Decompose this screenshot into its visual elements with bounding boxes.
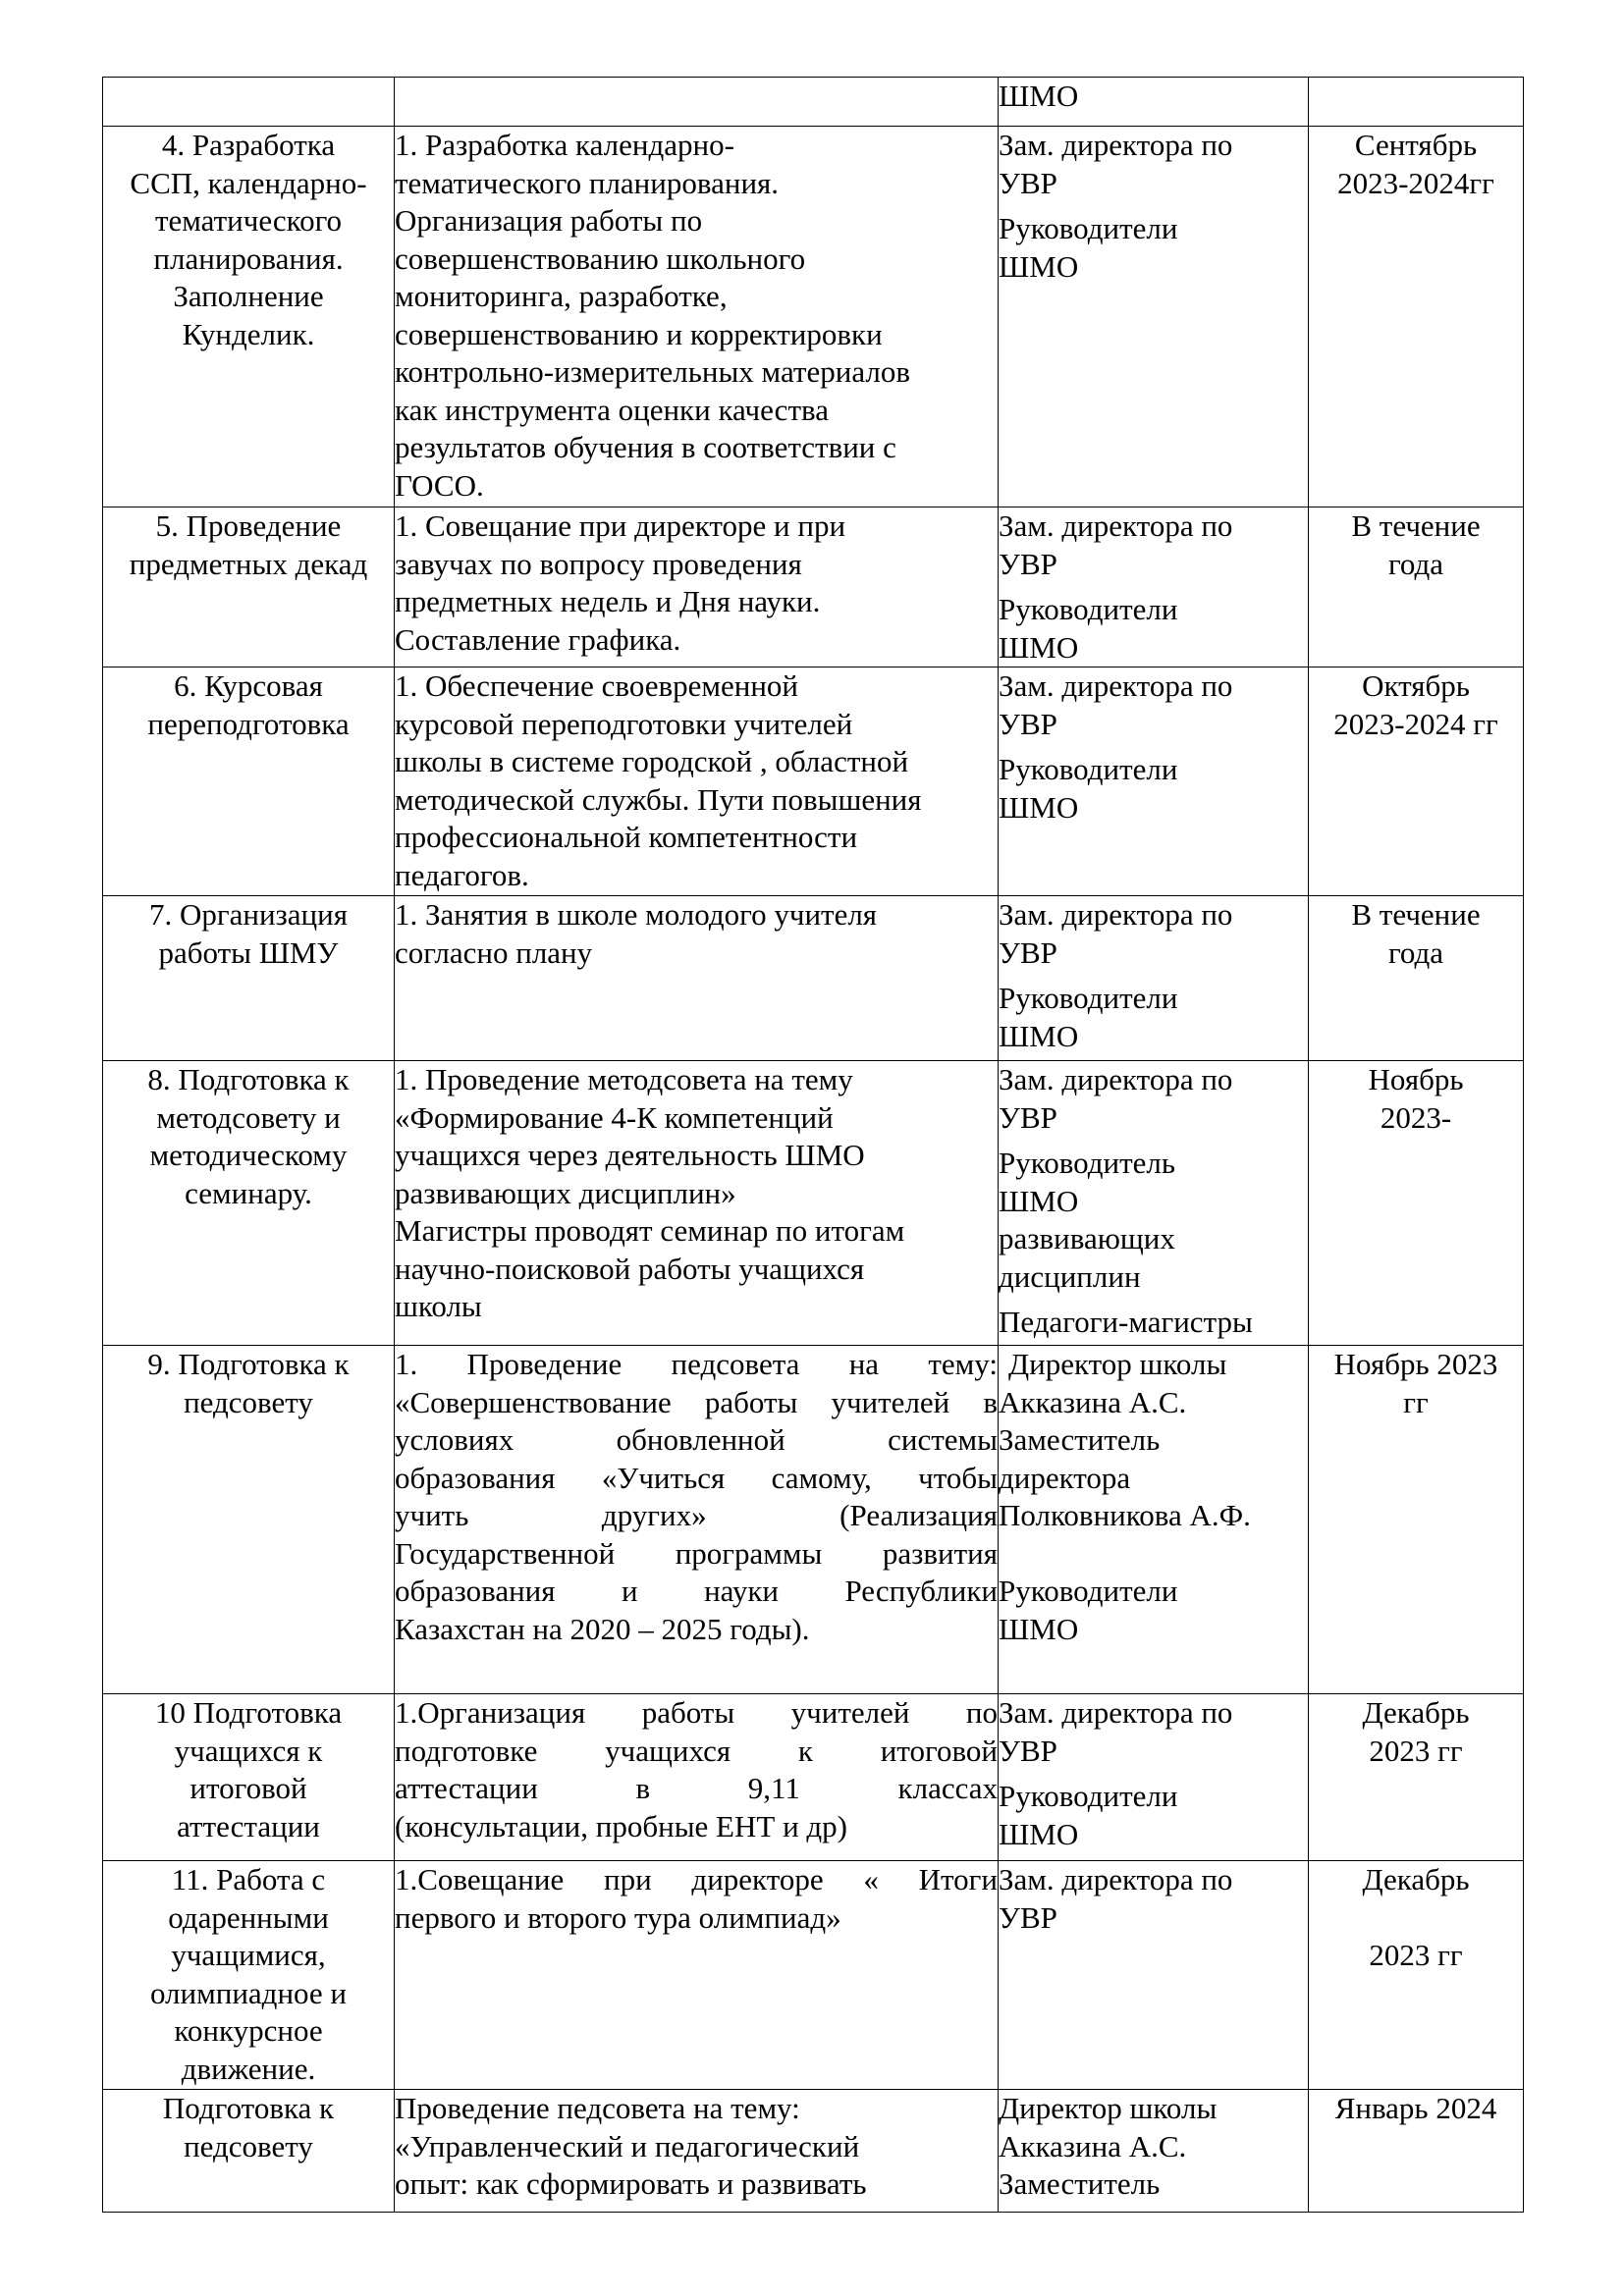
activity-line: условиях обновленной системы [395, 1422, 998, 1457]
activity-line: курсовой переподготовки учителей [395, 706, 853, 741]
direction-line: 11. Работа с [171, 1862, 326, 1896]
table-row [103, 507, 1524, 667]
activity-line: 1. Занятия в школе молодого учителя [395, 897, 878, 932]
activity-line: 1. Проведение педсовета на тему: [395, 1347, 998, 1381]
activity-line: развивающих дисциплин» [395, 1175, 736, 1210]
term-line: гг [1403, 1384, 1429, 1419]
term-line: 2023- [1380, 1099, 1452, 1135]
direction-line: 5. Проведение [155, 508, 342, 543]
activity-line: «Формирование 4-К компетенций [395, 1099, 834, 1135]
direction-line: 10 Подготовка [154, 1695, 343, 1730]
responsible-line: Зам. директора по [999, 1062, 1233, 1096]
responsible-line: УВР [999, 546, 1057, 581]
activity-line: согласно плану [395, 934, 593, 970]
direction-line: одаренными [168, 1899, 329, 1935]
responsible-line: Зам. директора по [999, 1695, 1233, 1730]
direction-line: 8. Подготовка к [147, 1062, 350, 1096]
responsible-line: Зам. директора по [999, 508, 1233, 543]
plan-table-body [103, 78, 1524, 2213]
activity-line: научно-поисковой работы учащихся [395, 1251, 865, 1286]
term-line: Октябрь [1362, 668, 1470, 703]
direction-cell [103, 896, 395, 1061]
activity-line: завучах по вопросу проведения [395, 546, 802, 581]
responsible-line: Руководители [999, 211, 1178, 245]
responsible-line: Зам. директора по [999, 897, 1233, 932]
responsible-cell [999, 667, 1309, 896]
term-line: В течение [1351, 508, 1481, 543]
activity-line: Государственной программы развития [395, 1535, 998, 1571]
responsible-line: Руководители [999, 981, 1178, 1015]
term-line: Ноябрь [1368, 1062, 1464, 1096]
responsible-line: Зам. директора по [999, 128, 1233, 162]
activity-line: образования и науки Республики [395, 1574, 998, 1608]
direction-line: учащимися, [171, 1938, 326, 1972]
direction-cell [103, 1061, 395, 1346]
term-cell [1309, 1694, 1524, 1861]
responsible-line: дисциплин [999, 1258, 1141, 1294]
activity-line: 1. Проведение методсовета на тему [395, 1062, 853, 1096]
term-line: 2023 гг [1369, 1733, 1463, 1768]
term-cell [1309, 507, 1524, 667]
table-row [103, 1346, 1524, 1694]
activity-cell [395, 507, 999, 667]
responsible-line: УВР [999, 1733, 1057, 1768]
activity-cell [395, 896, 999, 1061]
direction-line: семинару. [185, 1175, 312, 1210]
direction-line: конкурсное [174, 2013, 323, 2048]
responsible-cell [999, 78, 1309, 127]
term-line: Сентябрь [1354, 128, 1478, 162]
table-row [103, 2090, 1524, 2213]
responsible-cell [999, 1061, 1309, 1346]
responsible-cell [999, 1694, 1309, 1861]
line-gap [999, 1137, 1308, 1145]
responsible-cell [999, 1346, 1309, 1694]
direction-line: предметных декад [129, 546, 368, 581]
term-cell [1309, 78, 1524, 127]
responsible-cell [999, 2090, 1309, 2213]
term-cell [1309, 896, 1524, 1061]
responsible-line: Полковникова А.Ф. [999, 1498, 1251, 1532]
table-row [103, 1694, 1524, 1861]
direction-line: итоговой [189, 1771, 307, 1805]
direction-line: движение. [181, 2051, 316, 2086]
direction-line: 9. Подготовка к [147, 1347, 350, 1381]
activity-cell [395, 1346, 999, 1694]
direction-cell [103, 1861, 395, 2090]
activity-cell [395, 1694, 999, 1861]
responsible-line: Педагоги-магистры [999, 1305, 1253, 1339]
responsible-cell [999, 896, 1309, 1061]
activity-cell [395, 1861, 999, 2090]
term-cell [1309, 127, 1524, 507]
activity-line: как инструмента оценки качества [395, 392, 829, 427]
term-line: 2023-2024 гг [1333, 706, 1498, 741]
direction-line: переподготовка [147, 706, 350, 741]
activity-line: тематического планирования. [395, 165, 780, 200]
term-line: Декабрь [1362, 1862, 1470, 1896]
term-cell [1309, 1061, 1524, 1346]
activity-line: «Управленческий и педагогический [395, 2128, 860, 2163]
activity-line: Казахстан на 2020 – 2025 годы). [395, 1611, 810, 1646]
responsible-line: Акказина А.С. [999, 1384, 1187, 1419]
activity-line: совершенствованию и корректировки [395, 316, 883, 351]
activity-line: совершенствованию школьного [395, 240, 806, 276]
term-line: Декабрь [1362, 1695, 1470, 1730]
responsible-line: Зам. директора по [999, 668, 1233, 703]
responsible-cell [999, 127, 1309, 507]
responsible-line: Руководители [999, 752, 1178, 786]
responsible-line: УВР [999, 934, 1057, 970]
direction-line: ССП, календарно- [130, 165, 367, 200]
direction-cell [103, 1694, 395, 1861]
line-gap [999, 743, 1308, 751]
table-row [103, 667, 1524, 896]
activity-cell [395, 1061, 999, 1346]
responsible-line: Руководители [999, 1779, 1178, 1813]
direction-line: олимпиадное и [149, 1975, 348, 2010]
responsible-line: УВР [999, 165, 1057, 200]
activity-line: Проведение педсовета на тему: [395, 2091, 800, 2125]
term-cell [1309, 1861, 1524, 2090]
direction-line: планирования. [153, 240, 344, 276]
activity-line: предметных недель и Дня науки. [395, 584, 821, 618]
activity-line: 1.Организация работы учителей по [395, 1695, 998, 1730]
responsible-line: УВР [999, 1899, 1057, 1935]
direction-line: 4. Разработка [161, 128, 336, 162]
line-gap [999, 1296, 1308, 1304]
activity-line: подготовке учащихся к итоговой [395, 1733, 998, 1768]
direction-line: учащихся к [174, 1733, 323, 1768]
activity-cell [395, 127, 999, 507]
direction-line: аттестации [177, 1808, 320, 1843]
activity-line: Составление графика. [395, 621, 681, 657]
term-line: Ноябрь 2023 [1333, 1347, 1498, 1381]
activity-line: «Совершенствование работы учителей в [395, 1384, 998, 1419]
direction-line: методическому [149, 1138, 348, 1172]
responsible-line: Зам. директора по [999, 1862, 1233, 1896]
activity-line: учить других» (Реализация [395, 1498, 998, 1532]
direction-cell [103, 78, 395, 127]
table-row [103, 1061, 1524, 1346]
direction-line: методсовету и [156, 1099, 341, 1135]
activity-line: 1. Разработка календарно- [395, 128, 734, 162]
responsible-line [999, 1535, 1308, 1574]
activity-line: школы [395, 1289, 482, 1323]
activity-line: мониторинга, разработке, [395, 279, 728, 313]
responsible-line: ШМО [999, 1183, 1079, 1218]
responsible-line: ШМО [999, 79, 1079, 113]
plan-table [102, 77, 1524, 2213]
responsible-line: Руководители [999, 1574, 1178, 1608]
term-cell [1309, 1346, 1524, 1694]
activity-line: контрольно-измерительных материалов [395, 354, 910, 389]
activity-cell [395, 667, 999, 896]
activity-line: (консультации, пробные ЕНТ и др) [395, 1808, 848, 1843]
activity-cell [395, 2090, 999, 2213]
direction-cell [103, 1346, 395, 1694]
table-row [103, 896, 1524, 1061]
responsible-cell [999, 1861, 1309, 2090]
line-gap [999, 202, 1308, 210]
responsible-line: Директор школы [999, 2091, 1218, 2125]
term-cell [1309, 667, 1524, 896]
direction-line: 7. Организация [149, 897, 348, 932]
responsible-line: ШМО [999, 1816, 1079, 1851]
responsible-line: Акказина А.С. [999, 2128, 1187, 2163]
responsible-line: УВР [999, 706, 1057, 741]
line-gap [999, 972, 1308, 980]
responsible-line: Руководители [999, 592, 1178, 626]
direction-line: работы ШМУ [158, 934, 339, 970]
responsible-line: ШМО [999, 629, 1079, 665]
activity-line: образования «Учиться самому, чтобы [395, 1460, 998, 1495]
responsible-line: ШМО [999, 248, 1079, 284]
responsible-cell [999, 507, 1309, 667]
responsible-line: УВР [999, 1099, 1057, 1135]
activity-line: 1. Обеспечение своевременной [395, 668, 799, 703]
direction-line: педсовету [184, 1384, 313, 1419]
direction-cell [103, 2090, 395, 2213]
activity-line: 1. Совещание при директоре и при [395, 508, 846, 543]
table-row [103, 78, 1524, 127]
table-row [103, 127, 1524, 507]
activity-line: педагогов. [395, 857, 529, 892]
direction-line: тематического [154, 203, 343, 238]
line-gap [999, 583, 1308, 591]
direction-line: Кунделик. [182, 316, 315, 351]
direction-cell [103, 127, 395, 507]
line-gap [999, 1770, 1308, 1778]
table-row [103, 1861, 1524, 2090]
term-line: 2023-2024гг [1337, 165, 1494, 200]
activity-cell [395, 78, 999, 127]
responsible-line: Заместитель [999, 1422, 1161, 1457]
term-line: В течение [1351, 897, 1481, 932]
responsible-line: Руководитель [999, 1146, 1176, 1180]
responsible-line: директора [999, 1460, 1131, 1495]
term-line: Январь 2024 [1334, 2091, 1497, 2125]
responsible-line: ШМО [999, 1611, 1079, 1646]
term-line: года [1387, 546, 1444, 581]
responsible-line: Директор школы [1008, 1347, 1227, 1381]
activity-line: методической службы. Пути повышения [395, 781, 922, 817]
responsible-line: ШМО [999, 789, 1079, 825]
activity-line: профессиональной компетентности [395, 820, 858, 854]
direction-cell [103, 667, 395, 896]
term-line: года [1387, 934, 1444, 970]
direction-cell [103, 507, 395, 667]
direction-line: педсовету [184, 2128, 313, 2163]
activity-line: Организация работы по [395, 203, 703, 238]
term-line: 2023 гг [1369, 1938, 1463, 1972]
responsible-line: развивающих [999, 1221, 1175, 1255]
activity-line: 1.Совещание при директоре « Итоги [395, 1862, 998, 1896]
activity-line: опыт: как сформировать и развивать [395, 2166, 867, 2201]
activity-line: ГОСО. [395, 467, 484, 503]
activity-line: аттестации в 9,11 классах [395, 1771, 998, 1805]
activity-line: учащихся через деятельность ШМО [395, 1138, 865, 1172]
activity-line: школы в системе городской , областной [395, 744, 909, 778]
activity-line: первого и второго тура олимпиад» [395, 1899, 841, 1935]
direction-line: Заполнение [173, 279, 324, 313]
direction-line: Подготовка к [162, 2091, 335, 2125]
term-cell [1309, 2090, 1524, 2213]
responsible-line: Заместитель [999, 2166, 1161, 2201]
responsible-line: ШМО [999, 1018, 1079, 1053]
direction-line: 6. Курсовая [174, 668, 323, 703]
term-line [1309, 1899, 1523, 1938]
activity-line: результатов обучения в соответствии с [395, 430, 896, 464]
activity-line: Магистры проводят семинар по итогам [395, 1213, 905, 1248]
